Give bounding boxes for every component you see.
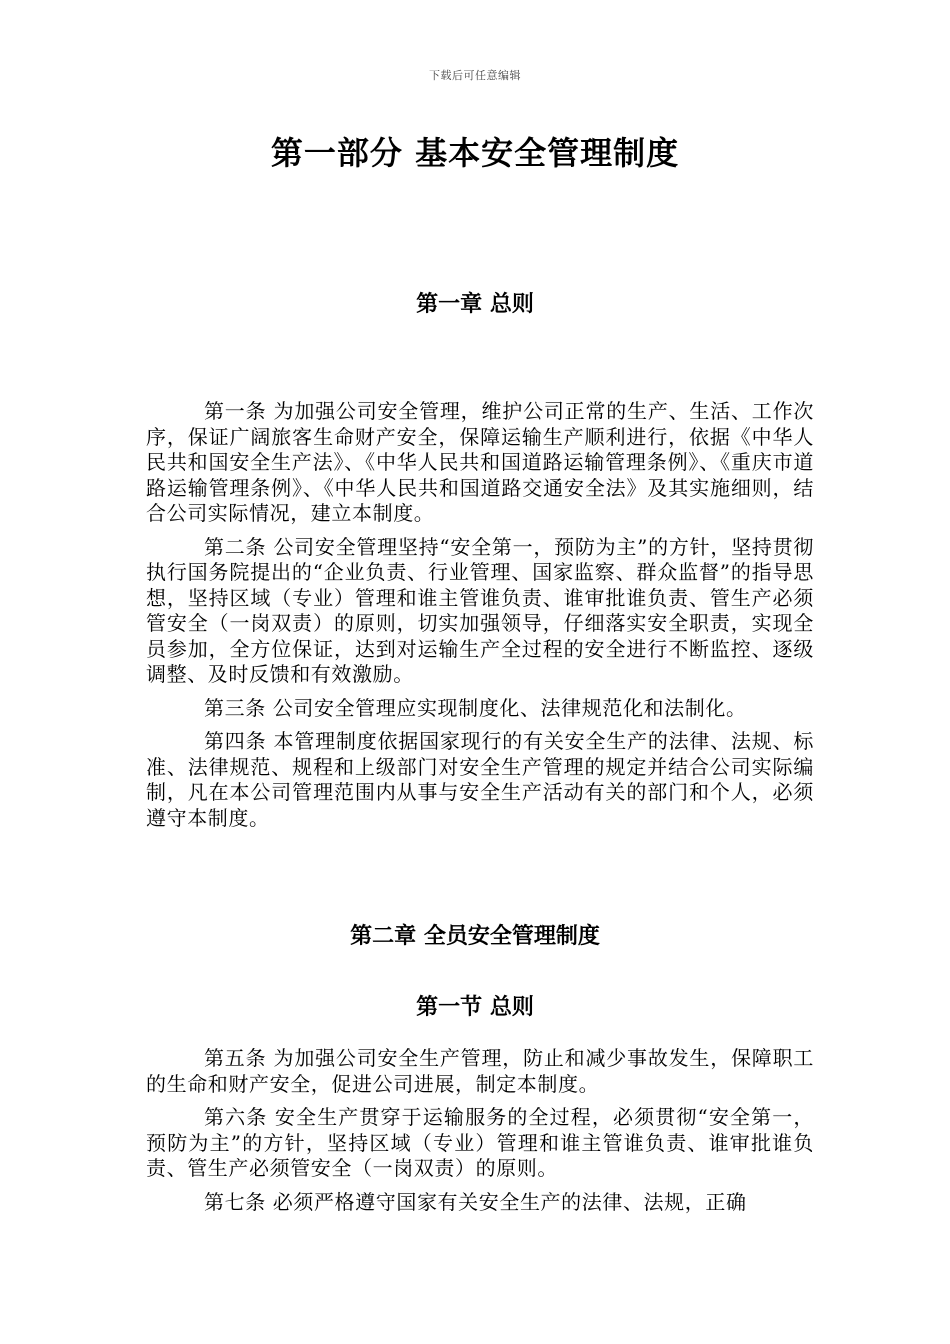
article-3: 第三条 公司安全管理应实现制度化、法律规范化和法制化。 <box>204 695 747 720</box>
article-1: 第一条 为加强公司安全管理，维护公司正常的生产、生活、工作次序，保证广阔旅客生命财产安全，保障运输生产顺利进行，依据《中华人民共和国安全生产法》、《中华人民共和国道路运输管理条例》、《重庆市道路运输管理条例》、《中华人民共和国道路交通安全法》及其实施细则，结合公司实际情况，建立本制度。 <box>146 399 814 525</box>
article-5: 第五条 为加强公司安全生产管理，防止和减少事故发生，保障职工的生命和财产安全，促进公司进展，制定本制度。 <box>146 1046 814 1096</box>
section-1-title: 第一节 总则 <box>416 995 534 1020</box>
article-7: 第七条 必须严格遵守国家有关安全生产的法律、法规，正确 <box>204 1189 747 1214</box>
chapter-1-body <box>146 399 814 839</box>
part-title: 第一部分 基本安全管理制度 <box>270 134 680 172</box>
chapter-2-title: 第二章 全员安全管理制度 <box>350 924 600 949</box>
article-6: 第六条 安全生产贯穿于运输服务的全过程，必须贯彻“安全第一，预防为主”的方针，坚持区域（专业）管理和谁主管谁负责、谁审批谁负责、管生产必须管安全（一岗双责）的原则。 <box>146 1105 814 1180</box>
article-2: 第二条 公司安全管理坚持“安全第一，预防为主”的方针，坚持贯彻执行国务院提出的“企业负责、行业管理、国家监察、群众监督”的指导思想，坚持区域（专业）管理和谁主管谁负责、谁审批谁负责、管生产必须管安全（一岗双责）的原则，切实加强领导，仔细落实安全职责，实现全员参加，全方位保证，达到对运输生产全过程的安全进行不断监控、逐级调整、及时反馈和有效激励。 <box>146 534 814 686</box>
article-4: 第四条 本管理制度依据国家现行的有关安全生产的法律、法规、标准、法律规范、规程和上级部门对安全生产管理的规定并结合公司实际编制，凡在本公司管理范围内从事与安全生产活动有关的部门和个人，必须遵守本制度。 <box>146 729 814 830</box>
header-note: 下载后可任意编辑 <box>429 69 521 82</box>
chapter-1-title: 第一章 总则 <box>416 292 534 317</box>
chapter-2-body <box>146 1046 814 1223</box>
